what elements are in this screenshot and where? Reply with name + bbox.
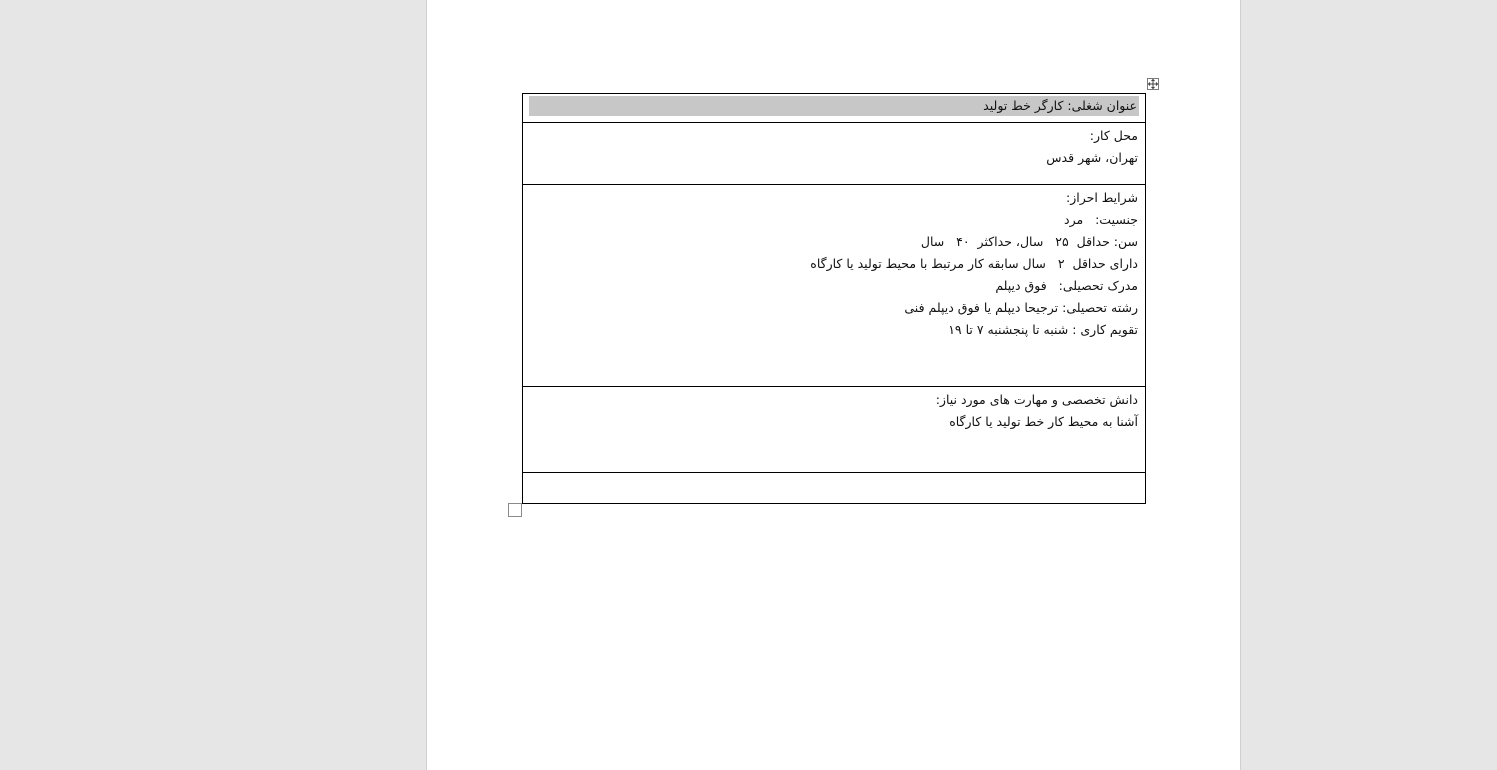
- skills-cell[interactable]: [523, 387, 1145, 473]
- location-label: محل کار:: [1089, 128, 1138, 143]
- requirement-gender: جنسیت: مرد: [1064, 212, 1138, 227]
- job-title-cell[interactable]: [523, 94, 1145, 123]
- requirement-age: سن: حداقل ۲۵ سال، حداکثر ۴۰ سال: [920, 234, 1138, 249]
- requirements-cell[interactable]: [523, 185, 1145, 387]
- requirement-degree: مدرک تحصیلی: فوق دیپلم: [995, 278, 1138, 293]
- resize-handle-icon[interactable]: [508, 503, 522, 517]
- skill-item: آشنا به محیط کار خط تولید یا کارگاه: [949, 414, 1138, 429]
- job-title-text: عنوان شغلی: کارگر خط تولید: [529, 96, 1139, 116]
- move-arrows-icon: [1148, 79, 1158, 89]
- requirement-experience: دارای حداقل ۲ سال سابقه کار مرتبط با محیط تولید یا کارگاه: [810, 256, 1138, 271]
- empty-cell[interactable]: [523, 473, 1145, 503]
- job-description-table[interactable]: [522, 93, 1146, 504]
- requirements-label: شرایط احراز:: [1066, 190, 1138, 205]
- skills-label: دانش تخصصی و مهارت های مورد نیاز:: [935, 392, 1138, 407]
- location-value: تهران، شهر قدس: [1046, 150, 1138, 165]
- requirement-field: رشته تحصیلی: ترجیحا دیپلم یا فوق دیپلم فنی: [904, 300, 1138, 315]
- location-cell[interactable]: [523, 123, 1145, 185]
- requirement-schedule: تقویم کاری : شنبه تا پنجشنبه ۷ تا ۱۹: [948, 322, 1138, 337]
- table-move-handle-icon[interactable]: [1147, 78, 1159, 90]
